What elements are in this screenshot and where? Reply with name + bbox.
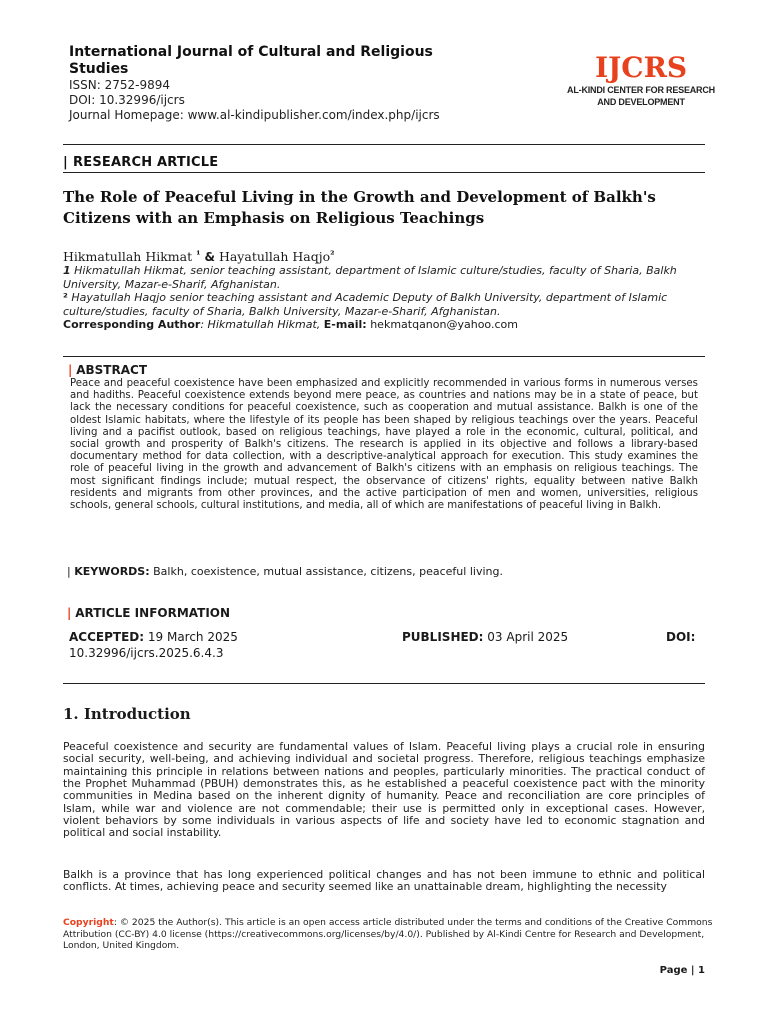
page-value: 1 — [698, 965, 705, 976]
abstract-text: Peace and peaceful coexistence have been emphasized and explicitly recommended in various forms in numerous verses and hadiths. Peaceful coexistence extends beyond mere peace, as countries and nations may be in a state of peace, but lack the necessary conditions for peaceful coexistence, such as cooperation and mutual assistance. Balkh is one of the oldest Islamic habitats, where the lifestyle of its people has been shaped by religious teachings over the years. Peaceful living and a pacifist outlook, based on religious teachings, have played a role in the economic, cultural, political, and social growth and prosperity of Balkh's citizens. The research is applied in its objective and follows a library-based documentary method for data collection, with a descriptive-analytical approach for execution. This study examines the role of peaceful living in the growth and advancement of Balkh's citizens with an emphasis on religious teachings. The most significant findings include; mutual respect, the observance of citizens' rights, equality between native Balkh residents and migrants from other provinces, and the active participation of men and women, universities, religious schools, general schools, cultural institutions, and media, all of which are manifestations of peaceful living in Balkh. — [70, 378, 698, 512]
publisher-location: London, United Kingdom. — [63, 940, 180, 952]
email-link[interactable]: hekmatqanon@yahoo.com — [370, 318, 518, 331]
accepted-value: 19 March 2025 — [147, 630, 238, 644]
article-type-rule — [63, 172, 705, 173]
introduction-heading: 1. Introduction — [63, 705, 191, 723]
affiliation-1 — [63, 264, 713, 291]
author-line — [63, 248, 713, 265]
keywords — [67, 565, 707, 579]
affiliation-2-text: Hayatullah Haqjo senior teaching assistant and Academic Deputy of Balkh University, department of Islamic culture/studies, faculty of Sharia, Balkh University, Mazar-e-Sharif, Afghanistan. — [63, 291, 668, 318]
affiliation-1-text: Hikmatullah Hikmat, senior teaching assistant, department of Islamic culture/studies, faculty of Sharia, Balkh University, Mazar-e-Sharif, Afghanistan. — [63, 264, 677, 291]
doi-label-text: DOI: — [666, 630, 696, 644]
info-bottom-rule — [63, 683, 705, 684]
copyright-text: : © 2025 the Author(s). This article is an open access article distributed under the terms and conditions of the Creative Commons Attribution (CC-BY) 4.0 license (https://creativecommons.org/licenses/by/4.0/). Published by Al-Kindi Centre for Research and Development, — [63, 917, 713, 940]
affiliation-2 — [63, 291, 713, 318]
author-1-sup: ¹ — [196, 250, 201, 261]
paper-title: The Role of Peaceful Living in the Growth and Development of Balkh's Citizens with an Emphasis on Religious Teachings — [63, 188, 656, 227]
article-type: RESEARCH ARTICLE — [73, 155, 219, 170]
abstract-marker: | — [68, 363, 73, 377]
section-marker: | — [63, 155, 68, 170]
affiliation-1-num: 1 — [63, 264, 71, 277]
accepted-label: ACCEPTED: — [69, 630, 145, 644]
accepted-date — [69, 630, 238, 645]
author-2: Hayatullah Haqjo — [218, 249, 331, 264]
corresponding-author — [63, 318, 713, 332]
logo-line-1: AL-KINDI CENTER FOR RESEARCH — [567, 85, 715, 95]
article-info-marker: | — [67, 606, 72, 620]
journal-title: International Journal of Cultural and Religious Studies — [69, 44, 433, 77]
keywords-marker: | — [67, 565, 71, 578]
abstract-top-rule — [63, 356, 705, 357]
author-amp: & — [204, 250, 215, 264]
email-label: E-mail: — [323, 318, 367, 331]
journal-doi: DOI: 10.32996/ijcrs — [69, 93, 185, 107]
abstract-label: ABSTRACT — [76, 363, 147, 377]
page-separator: | — [690, 965, 695, 976]
journal-issn: ISSN: 2752-9894 — [69, 78, 171, 92]
author-2-sup: ² — [330, 250, 335, 261]
journal-homepage: Journal Homepage: www.al-kindipublisher.com/index.php/ijcrs — [69, 108, 440, 122]
introduction-paragraph-1: Peaceful coexistence and security are fundamental values of Islam. Peaceful living plays a crucial role in ensuring social security, well-being, and achieving individual and societal progress. Therefore, religious teachings emphasize maintaining this principle in relations between nations and peoples, particularly minorities. The practical conduct of the Prophet Muhammad (PBUH) demonstrates this, as he established a peaceful coexistence pact with the minority communities in Medina based on the inherent dignity of humanity. Peace and reconciliation are core principles of Islam, while war and violence are not commendable; their use is permitted only in exceptional cases. However, violent behaviors by some individuals in various aspects of life and society have led to economic stagnation and political and social instability. — [63, 740, 705, 840]
article-type-heading — [63, 151, 218, 170]
journal-header — [69, 44, 489, 123]
copyright-label: Copyright — [63, 917, 114, 928]
keywords-text: Balkh, coexistence, mutual assistance, citizens, peaceful living. — [153, 565, 503, 578]
doi-value[interactable]: 10.32996/ijcrs.2025.6.4.3 — [69, 646, 224, 660]
affiliation-2-num: ² — [63, 291, 68, 304]
author-1: Hikmatullah Hikmat — [63, 249, 193, 264]
introduction-paragraph-2: Balkh is a province that has long experienced political changes and has not been immune to ethnic and political conflicts. At times, achieving peace and security seemed like an unattainable dream, highlighting the necessity — [63, 868, 705, 894]
header-rule — [63, 144, 705, 145]
corresponding-label: Corresponding Author — [63, 318, 201, 331]
doi-label — [666, 630, 695, 645]
page-label: Page — [659, 965, 688, 976]
corresponding-name: : Hikmatullah Hikmat, — [200, 318, 324, 331]
article-info-heading — [67, 606, 230, 621]
abstract-heading — [68, 363, 147, 377]
page-number — [660, 965, 705, 977]
article-info-label: ARTICLE INFORMATION — [75, 606, 231, 620]
logo-mark: IJCRS — [594, 51, 688, 84]
publisher-logo — [556, 52, 726, 108]
published-label: PUBLISHED: — [402, 630, 484, 644]
keywords-label: KEYWORDS: — [74, 565, 150, 578]
logo-line-2: AND DEVELOPMENT — [597, 97, 685, 107]
copyright-note — [63, 917, 723, 952]
published-date — [402, 630, 568, 645]
published-value: 03 April 2025 — [487, 630, 569, 644]
